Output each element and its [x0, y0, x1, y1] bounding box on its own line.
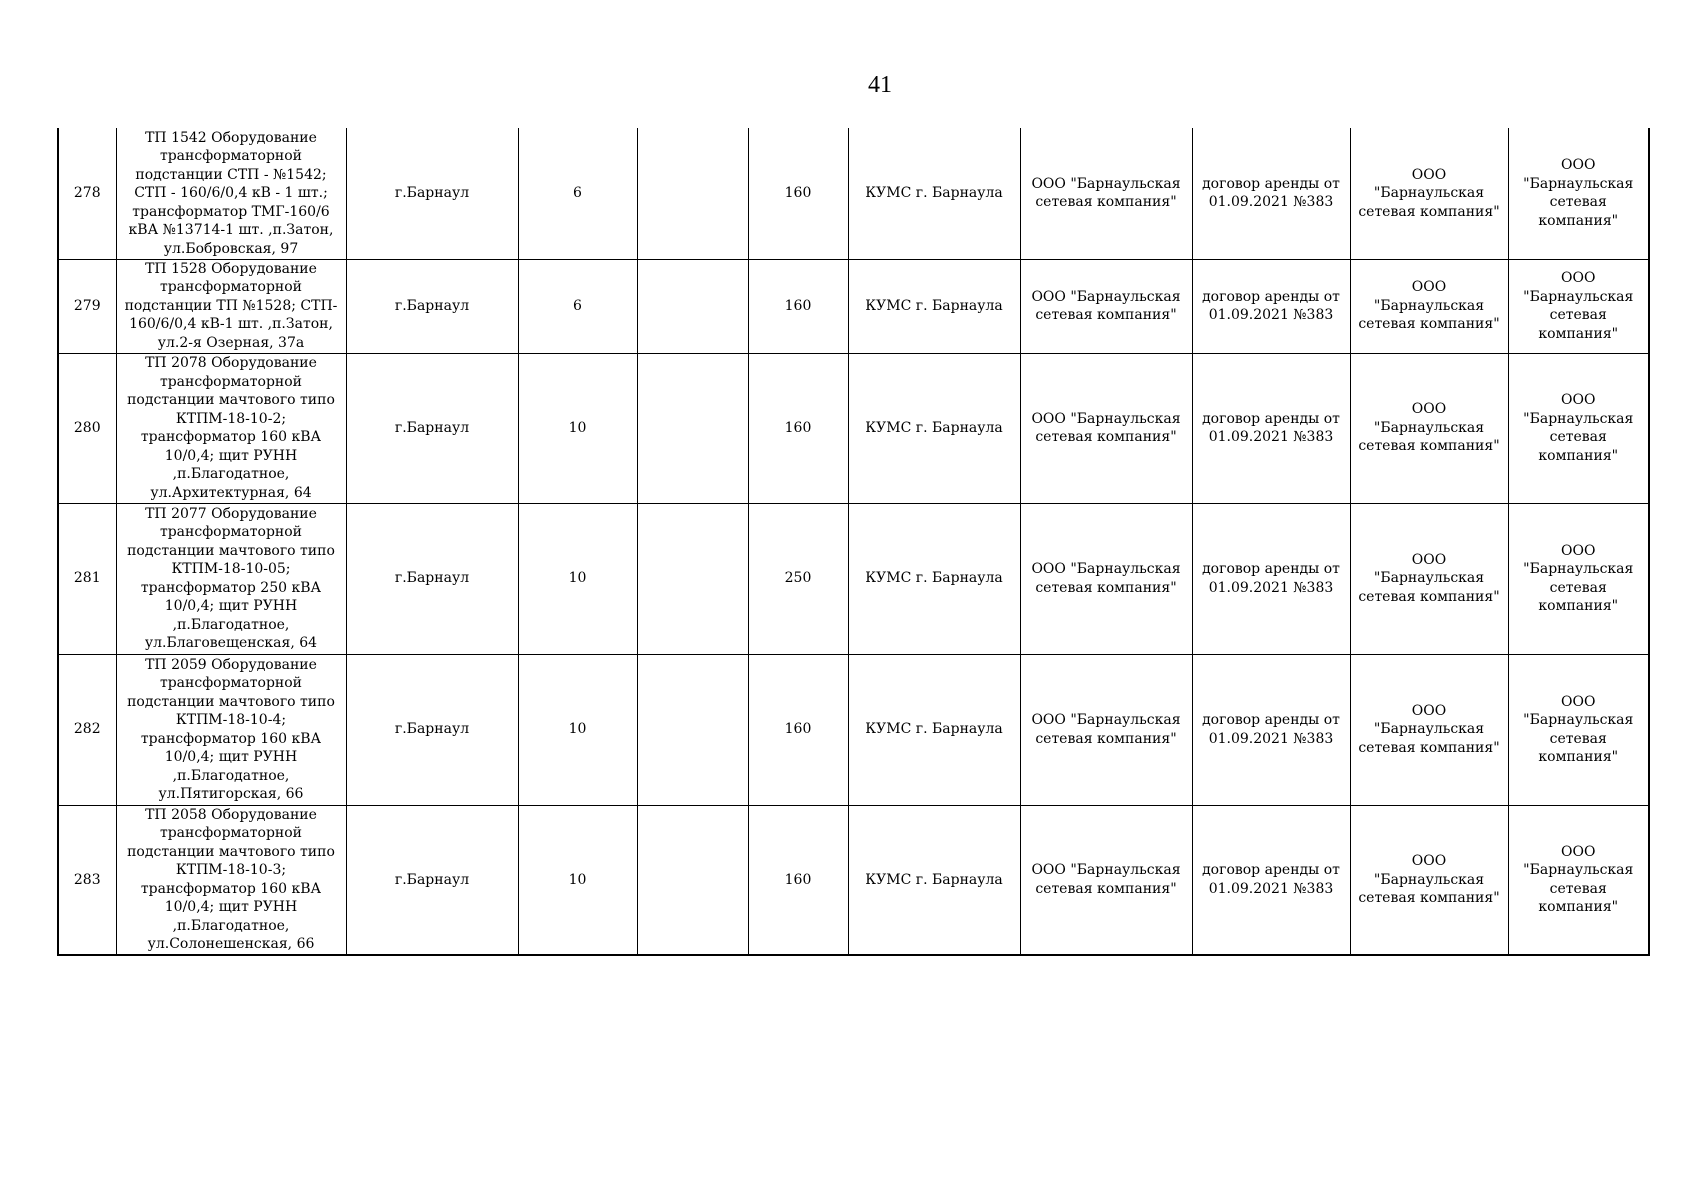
table-row [58, 654, 1649, 805]
holder-name: ООО "Барнаульская сетевая компания" [1020, 259, 1192, 353]
holder-name: ООО "Барнаульская сетевая компания" [1020, 128, 1192, 259]
object-location: г.Барнаул [346, 128, 518, 259]
object-description: ТП 2077 Оборудование трансформаторной подстанции мачтового типо КТПМ-18-10-05; трансформатор 250 кВА 10/0,4; щит РУНН ,п.Благодатное, ул.Благовещенская, 64 [116, 503, 346, 654]
row-number: 283 [58, 805, 116, 955]
operator-name: ООО "Барнаульская сетевая компания" [1508, 353, 1649, 503]
user-name: ООО "Барнаульская сетевая компания" [1350, 805, 1508, 955]
voltage-value: 10 [518, 654, 637, 805]
power-value: 160 [748, 654, 848, 805]
row-number: 280 [58, 353, 116, 503]
row-number: 278 [58, 128, 116, 259]
voltage-value: 10 [518, 503, 637, 654]
holder-name: ООО "Барнаульская сетевая компания" [1020, 805, 1192, 955]
empty-cell [637, 654, 748, 805]
voltage-value: 6 [518, 128, 637, 259]
owner-name: КУМС г. Барнаула [848, 353, 1020, 503]
object-description: ТП 1528 Оборудование трансформаторной подстанции ТП №1528; СТП- 160/6/0,4 кВ-1 шт. ,п.Затон, ул.2-я Озерная, 37а [116, 259, 346, 353]
holder-name: ООО "Барнаульская сетевая компания" [1020, 503, 1192, 654]
table-row [58, 353, 1649, 503]
empty-cell [637, 128, 748, 259]
object-description: ТП 2058 Оборудование трансформаторной подстанции мачтового типо КТПМ-18-10-3; трансформатор 160 кВА 10/0,4; щит РУНН ,п.Благодатное, ул.Солонешенская, 66 [116, 805, 346, 955]
table-row [58, 128, 1649, 259]
empty-cell [637, 503, 748, 654]
table-row [58, 805, 1649, 955]
holder-name: ООО "Барнаульская сетевая компания" [1020, 654, 1192, 805]
table-row [58, 503, 1649, 654]
user-name: ООО "Барнаульская сетевая компания" [1350, 259, 1508, 353]
user-name: ООО "Барнаульская сетевая компания" [1350, 503, 1508, 654]
owner-name: КУМС г. Барнаула [848, 259, 1020, 353]
user-name: ООО "Барнаульская сетевая компания" [1350, 128, 1508, 259]
object-location: г.Барнаул [346, 805, 518, 955]
owner-name: КУМС г. Барнаула [848, 805, 1020, 955]
power-value: 160 [748, 805, 848, 955]
contract-basis: договор аренды от 01.09.2021 №383 [1192, 805, 1350, 955]
table-row [58, 259, 1649, 353]
power-value: 160 [748, 353, 848, 503]
voltage-value: 10 [518, 805, 637, 955]
operator-name: ООО "Барнаульская сетевая компания" [1508, 259, 1649, 353]
object-description: ТП 2059 Оборудование трансформаторной подстанции мачтового типо КТПМ-18-10-4; трансформатор 160 кВА 10/0,4; щит РУНН ,п.Благодатное, ул.Пятигорская, 66 [116, 654, 346, 805]
operator-name: ООО "Барнаульская сетевая компания" [1508, 805, 1649, 955]
object-description: ТП 1542 Оборудование трансформаторной подстанции СТП - №1542; СТП - 160/6/0,4 кВ - 1 шт.; трансформатор ТМГ-160/6 кВА №13714-1 шт. ,п.Затон, ул.Бобровская, 97 [116, 128, 346, 259]
owner-name: КУМС г. Барнаула [848, 654, 1020, 805]
power-value: 160 [748, 259, 848, 353]
row-number: 281 [58, 503, 116, 654]
user-name: ООО "Барнаульская сетевая компания" [1350, 654, 1508, 805]
operator-name: ООО "Барнаульская сетевая компания" [1508, 503, 1649, 654]
power-value: 160 [748, 128, 848, 259]
object-location: г.Барнаул [346, 503, 518, 654]
contract-basis: договор аренды от 01.09.2021 №383 [1192, 128, 1350, 259]
object-location: г.Барнаул [346, 654, 518, 805]
contract-basis: договор аренды от 01.09.2021 №383 [1192, 503, 1350, 654]
object-description: ТП 2078 Оборудование трансформаторной подстанции мачтового типо КТПМ-18-10-2; трансформатор 160 кВА 10/0,4; щит РУНН ,п.Благодатное, ул.Архитектурная, 64 [116, 353, 346, 503]
power-value: 250 [748, 503, 848, 654]
page-number: 41 [868, 72, 892, 98]
contract-basis: договор аренды от 01.09.2021 №383 [1192, 654, 1350, 805]
empty-cell [637, 805, 748, 955]
object-location: г.Барнаул [346, 259, 518, 353]
empty-cell [637, 259, 748, 353]
equipment-table [57, 128, 1650, 956]
voltage-value: 10 [518, 353, 637, 503]
contract-basis: договор аренды от 01.09.2021 №383 [1192, 259, 1350, 353]
holder-name: ООО "Барнаульская сетевая компания" [1020, 353, 1192, 503]
object-location: г.Барнаул [346, 353, 518, 503]
owner-name: КУМС г. Барнаула [848, 128, 1020, 259]
row-number: 279 [58, 259, 116, 353]
empty-cell [637, 353, 748, 503]
operator-name: ООО "Барнаульская сетевая компания" [1508, 654, 1649, 805]
user-name: ООО "Барнаульская сетевая компания" [1350, 353, 1508, 503]
operator-name: ООО "Барнаульская сетевая компания" [1508, 128, 1649, 259]
owner-name: КУМС г. Барнаула [848, 503, 1020, 654]
contract-basis: договор аренды от 01.09.2021 №383 [1192, 353, 1350, 503]
voltage-value: 6 [518, 259, 637, 353]
row-number: 282 [58, 654, 116, 805]
